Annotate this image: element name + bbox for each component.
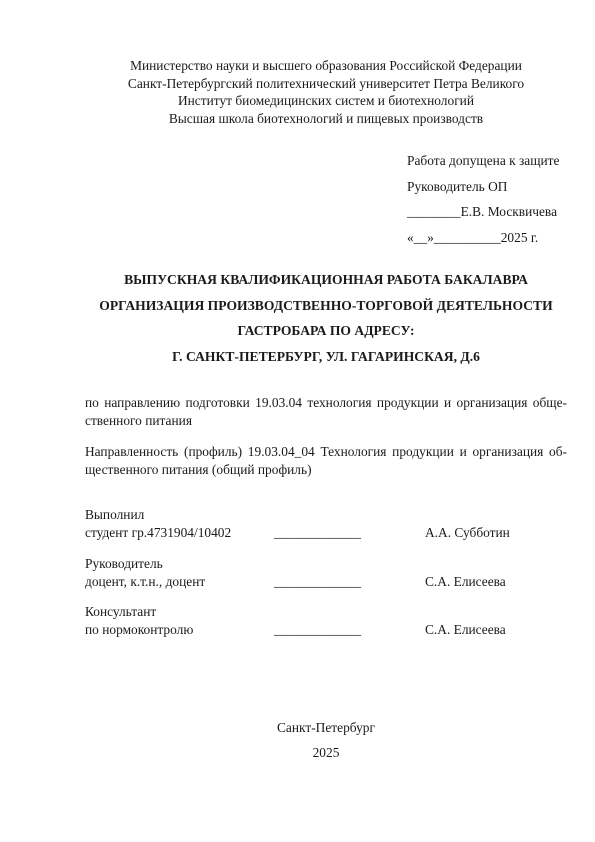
supervisor-signature-block bbox=[85, 555, 567, 590]
profile-line-1: Направленность (профиль) 19.03.04_04 Технология продукции и организация об- bbox=[85, 444, 567, 459]
profile-paragraph bbox=[85, 443, 567, 478]
consultant-role: Консультант bbox=[85, 604, 157, 619]
supervisor-name: С.А. Елисеева bbox=[425, 573, 506, 589]
performer-signature-line: _____________ bbox=[274, 524, 362, 540]
thesis-topic-line-1: ОРГАНИЗАЦИЯ ПРОИЗВОДСТВЕННО-ТОРГОВОЙ ДЕЯТЕЛЬНОСТИ bbox=[99, 297, 553, 313]
consultant-signature-block bbox=[85, 603, 567, 638]
approval-program-head: Руководитель ОП bbox=[407, 178, 508, 194]
thesis-type: ВЫПУСКНАЯ КВАЛИФИКАЦИОННАЯ РАБОТА БАКАЛАВРА bbox=[124, 272, 528, 287]
performer-position: студент гр.4731904/10402 bbox=[85, 524, 232, 540]
school-line: Высшая школа биотехнологий и пищевых производств bbox=[168, 110, 484, 126]
approval-signature: ________Е.В. Москвичева bbox=[407, 204, 558, 219]
supervisor-signature-line: _____________ bbox=[274, 573, 362, 589]
thesis-topic-line-3: Г. САНКТ-ПЕТЕРБУРГ, УЛ. ГАГАРИНСКАЯ, Д.6 bbox=[172, 348, 480, 364]
approval-admitted: Работа допущена к защите bbox=[407, 153, 560, 168]
institution-header bbox=[0, 57, 595, 127]
footer-year: 2025 bbox=[312, 745, 340, 760]
performer-name: А.А. Субботин bbox=[425, 524, 510, 540]
supervisor-position: доцент, к.т.н., доцент bbox=[85, 573, 206, 589]
consultant-name: С.А. Елисеева bbox=[425, 621, 506, 637]
profile-line-2: щественного питания (общий профиль) bbox=[85, 461, 312, 477]
performer-signature-block bbox=[85, 506, 567, 541]
direction-line-2: ственного питания bbox=[85, 412, 192, 428]
thesis-topic-line-2: ГАСТРОБАРА ПО АДРЕСУ: bbox=[237, 323, 415, 338]
direction-line-1: по направлению подготовки 19.03.04 технология продукции и организация обще- bbox=[85, 395, 567, 410]
approval-block bbox=[407, 148, 559, 250]
ministry-line: Министерство науки и высшего образования Российской Федерации bbox=[130, 58, 522, 73]
supervisor-role: Руководитель bbox=[85, 556, 163, 571]
institute-line: Институт биомедицинских систем и биотехнологий bbox=[177, 93, 475, 108]
approval-date: «__»__________2025 г. bbox=[407, 229, 539, 245]
consultant-signature-line: _____________ bbox=[274, 621, 362, 637]
direction-paragraph bbox=[85, 394, 567, 429]
page-footer bbox=[0, 715, 595, 765]
thesis-title bbox=[0, 267, 595, 369]
footer-city: Санкт-Петербург bbox=[277, 720, 375, 735]
performer-role: Выполнил bbox=[85, 507, 145, 522]
consultant-position: по нормоконтролю bbox=[85, 621, 194, 637]
university-line: Санкт-Петербургский политехнический университет Петра Великого bbox=[127, 75, 525, 91]
